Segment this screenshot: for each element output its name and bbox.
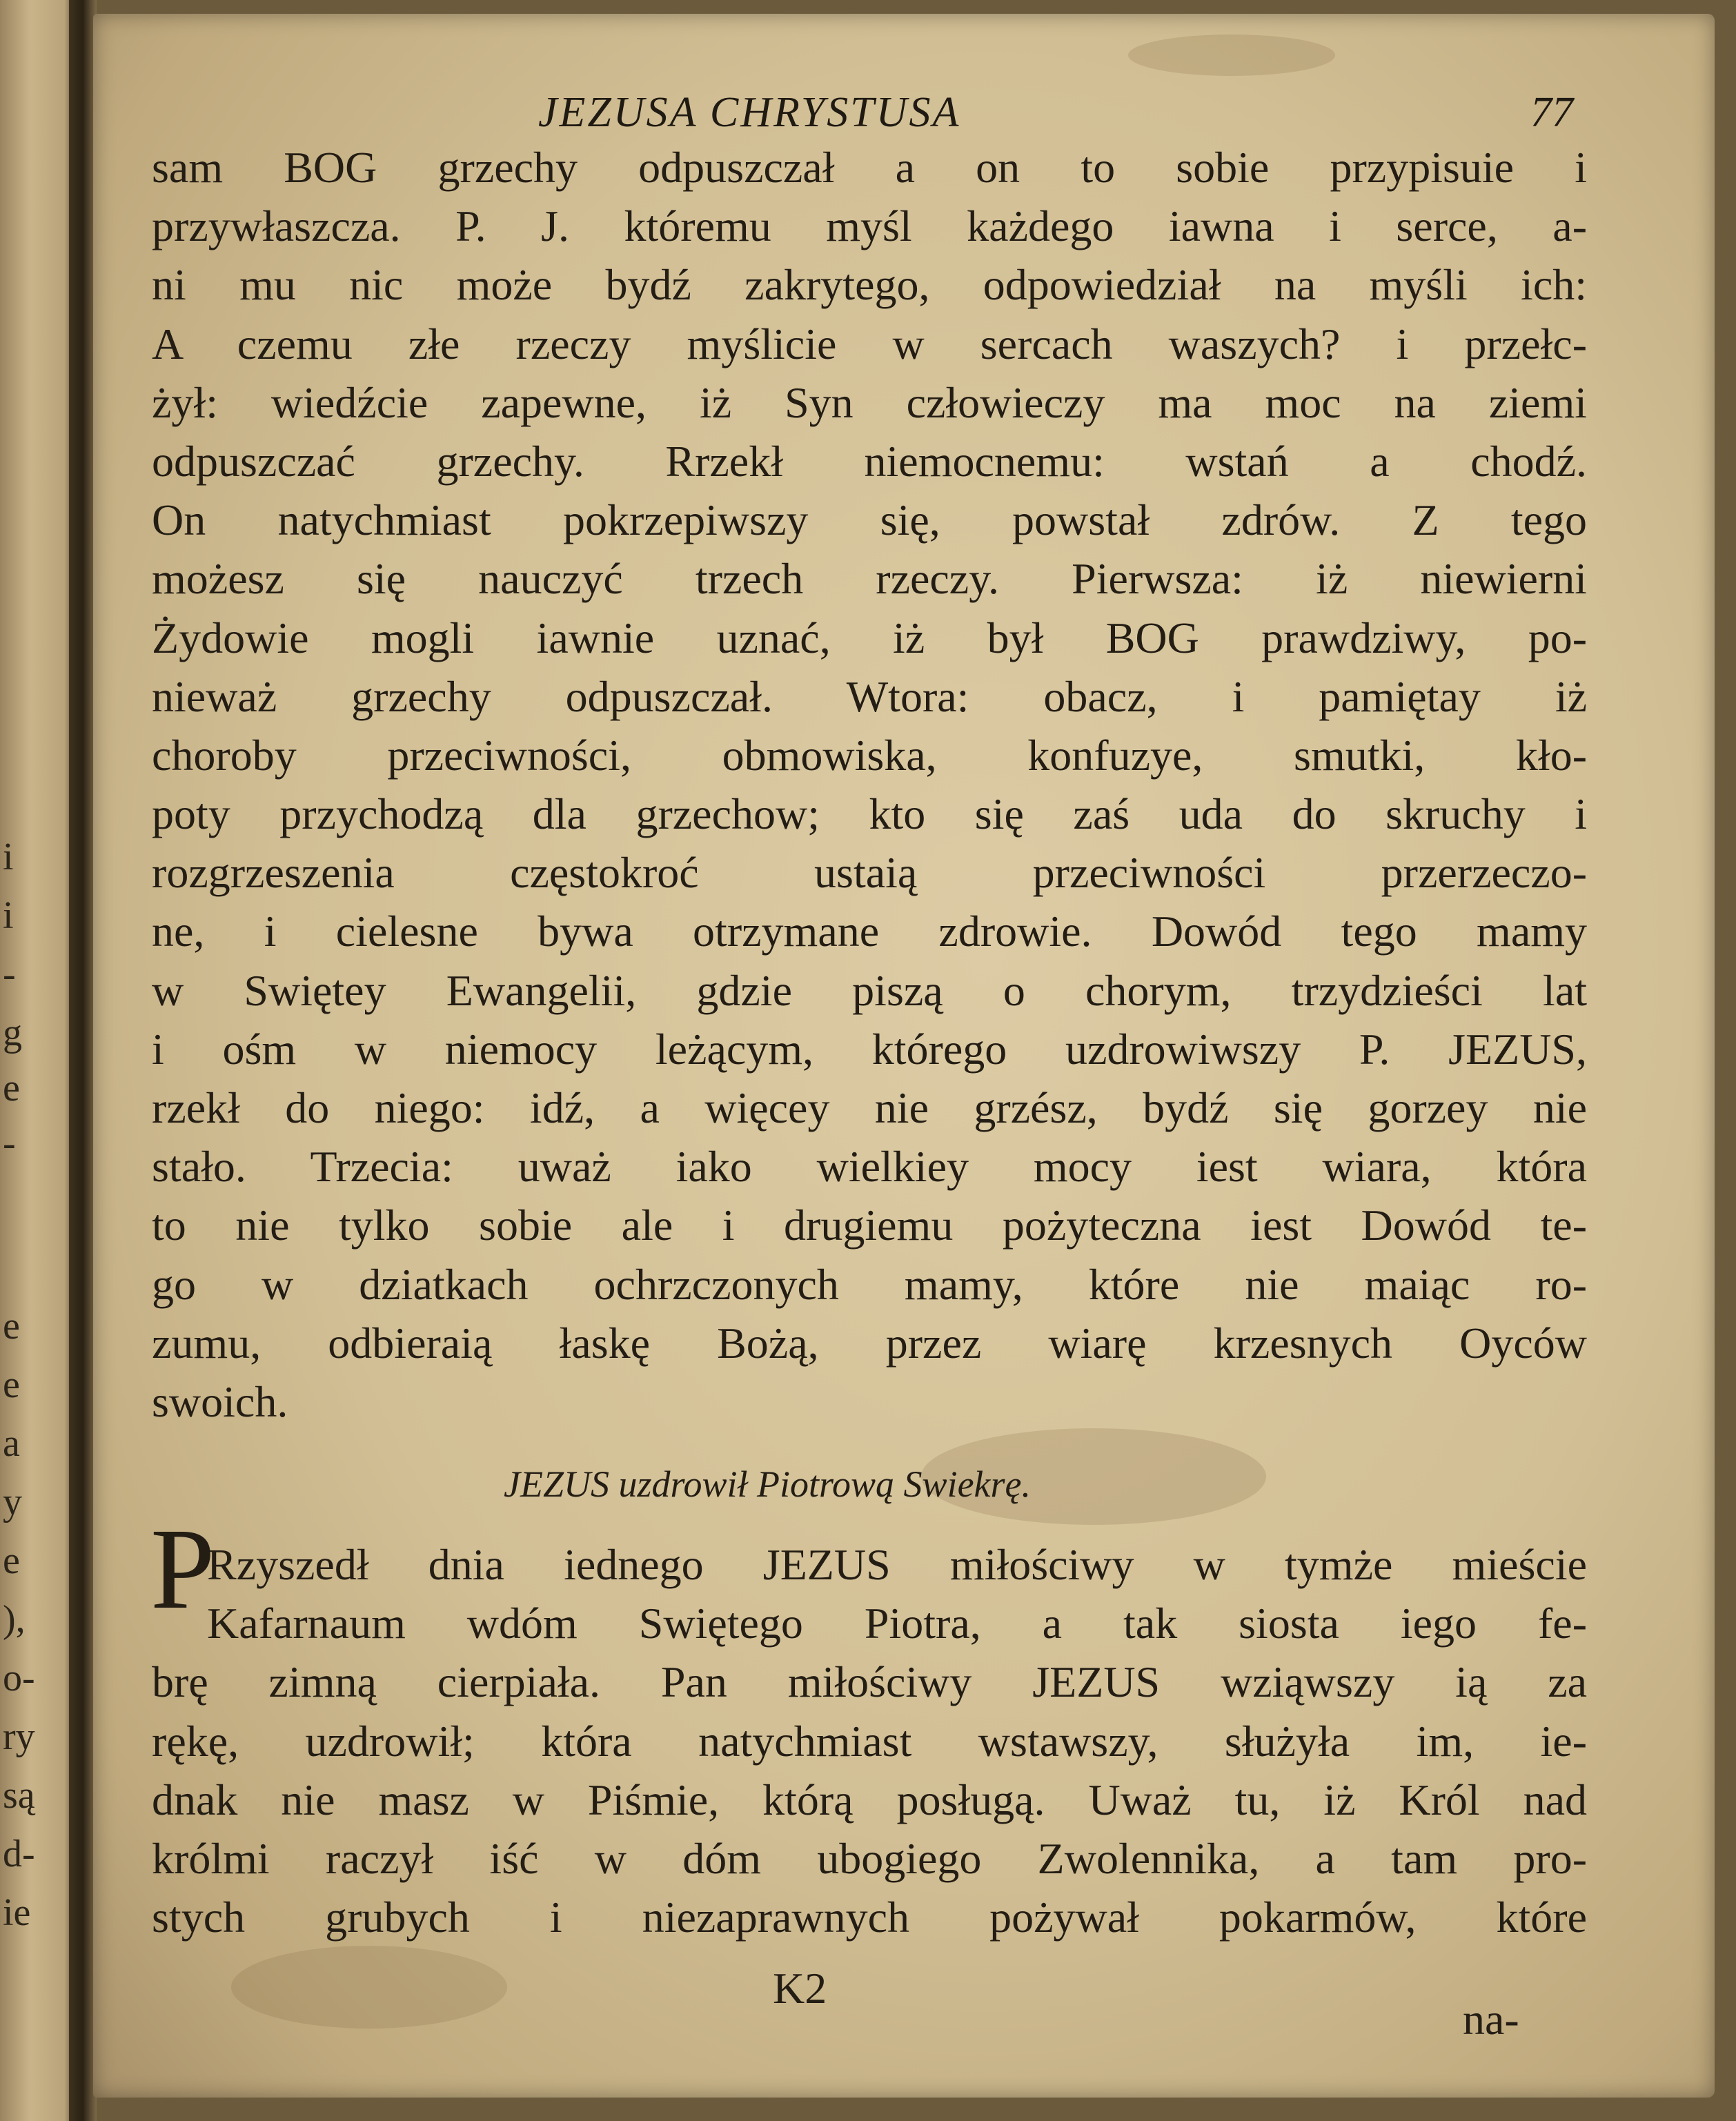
- section-heading: JEZUS uzdrowił Piotrową Swiekrę.: [504, 1463, 1031, 1505]
- paragraph-2: [152, 1535, 1587, 1946]
- text-line: ne, i cielesne bywa otrzymane zdrowie. Dowód tego mamy: [152, 907, 1587, 956]
- text-line: to nie tylko sobie ale i drugiemu pożyteczna iest Dowód te-: [152, 1201, 1587, 1250]
- margin-fragment: i: [3, 836, 14, 878]
- margin-fragment: d-: [3, 1833, 35, 1875]
- margin-fragment: -: [3, 1122, 16, 1165]
- text-line: rozgrzeszenia częstokroć ustaią przeciwności przerzeczo-: [152, 848, 1587, 898]
- margin-fragment: -: [3, 953, 16, 996]
- text-line: Kafarnaum wdóm Swiętego Piotra, a tak siosta iego fe-: [207, 1599, 1587, 1648]
- margin-fragment: e: [3, 1305, 20, 1348]
- text-line: zumu, odbieraią łaskę Bożą, przez wiarę krzesnych Oyców: [152, 1318, 1587, 1368]
- text-line: rękę, uzdrowił; która natychmiast wstawszy, służyła im, ie-: [152, 1716, 1587, 1766]
- adjacent-page-edge: [0, 0, 76, 2121]
- margin-fragment: e: [3, 1067, 20, 1109]
- running-title: JEZUSA CHRYSTUSA: [538, 89, 961, 136]
- signature-mark: K2: [773, 1964, 827, 2013]
- text-line: swoich.: [152, 1377, 288, 1426]
- text-line: w Swiętey Ewangelii, gdzie piszą o chorym, trzydzieści lat: [152, 965, 1587, 1015]
- margin-fragment: są: [3, 1774, 35, 1817]
- text-line: Rzyszedł dnia iednego JEZUS miłościwy w tymże mieście: [207, 1540, 1587, 1589]
- margin-fragment: e: [3, 1363, 20, 1406]
- book-spine: [69, 0, 97, 2121]
- margin-fragment: e: [3, 1539, 20, 1582]
- text-line: On natychmiast pokrzepiwszy się, powstał zdrów. Z tego: [152, 495, 1587, 545]
- text-line: królmi raczył iść w dóm ubogiego Zwolennika, a tam pro-: [152, 1833, 1587, 1883]
- drop-cap: P: [150, 1505, 215, 1633]
- margin-fragment: i: [3, 894, 14, 937]
- text-line: rzekł do niego: idź, a więcey nie grzész, bydź się gorzey nie: [152, 1083, 1587, 1132]
- margin-fragment: g: [3, 1012, 22, 1054]
- text-line: choroby przeciwności, obmowiska, konfuzye, smutki, kło-: [152, 730, 1587, 780]
- running-header: [152, 88, 1587, 144]
- margin-fragment: a: [3, 1422, 20, 1465]
- text-line: możesz się nauczyć trzech rzeczy. Pierwsza: iż niewierni: [152, 554, 1587, 604]
- text-line: stało. Trzecia: uważ iako wielkiey mocy iest wiara, która: [152, 1142, 1587, 1192]
- text-line: odpuszczać grzechy. Rrzekł niemocnemu: wstań a chodź.: [152, 436, 1587, 486]
- catchword: na-: [1463, 1995, 1519, 2044]
- text-line: żył: wiedźcie zapewne, iż Syn człowieczy ma moc na ziemi: [152, 377, 1587, 427]
- page-number: 77: [1530, 89, 1573, 136]
- margin-fragment: ie: [3, 1891, 31, 1934]
- text-line: A czemu złe rzeczy myślicie w sercach waszych? i przełc-: [152, 319, 1587, 368]
- margin-fragment: y: [3, 1481, 22, 1523]
- text-line: i ośm w niemocy leżącym, którego uzdrowiwszy P. JEZUS,: [152, 1024, 1587, 1074]
- margin-fragment: o-: [3, 1657, 35, 1699]
- text-line: stych grubych i niezaprawnych pożywał pokarmów, które: [152, 1893, 1587, 1942]
- text-line: poty przychodzą dla grzechow; kto się zaś uda do skruchy i: [152, 789, 1587, 839]
- text-line: sam BOG grzechy odpuszczał a on to sobie przypisuie i: [152, 143, 1587, 192]
- text-line: dnak nie masz w Piśmie, którą posługą. Uważ tu, iż Król nad: [152, 1775, 1587, 1824]
- paragraph-1: [152, 138, 1587, 1431]
- paper-stain: [1128, 34, 1335, 76]
- text-line: brę zimną cierpiała. Pan miłościwy JEZUS wziąwszy ią za: [152, 1657, 1587, 1707]
- text-line: Żydowie mogli iawnie uznać, iż był BOG prawdziwy, po-: [152, 613, 1587, 662]
- adjacent-page-fragments: [3, 0, 65, 2121]
- margin-fragment: ry: [3, 1715, 35, 1758]
- text-line: go w dziatkach ochrzczonych mamy, które nie maiąc ro-: [152, 1259, 1587, 1309]
- text-line: nieważ grzechy odpuszczał. Wtora: obacz, i pamiętay iż: [152, 671, 1587, 721]
- text-line: ni mu nic może bydź zakrytego, odpowiedział na myśli ich:: [152, 260, 1587, 310]
- margin-fragment: ),: [3, 1598, 26, 1641]
- text-line: przywłaszcza. P. J. któremu myśl każdego iawna i serce, a-: [152, 201, 1587, 251]
- paper-stain: [231, 1946, 507, 2029]
